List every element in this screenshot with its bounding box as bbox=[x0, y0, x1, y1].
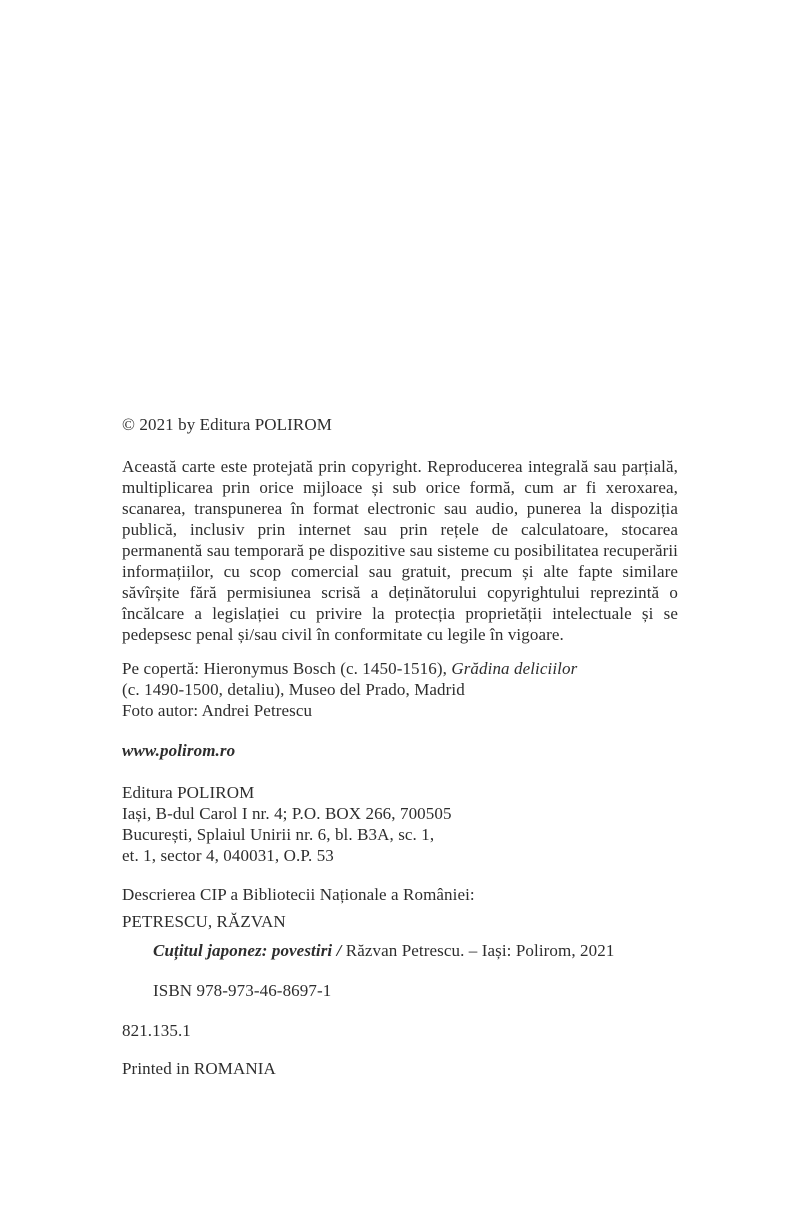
legal-paragraph: Această carte este protejată prin copyright. Reproducerea integrală sau parțială, multiplicarea prin orice mijloace și sub orice formă, cum ar fi xeroxarea, scanarea, transpunerea în format electronic sau audio, punerea la dispoziția publică, inclusiv prin internet sau prin rețele de calculatoare, stocarea permanentă sau temporară pe dispozitive sau sisteme cu posibilitatea recuperării informațiilor, cu scop comercial sau gratuit, precum și alte fapte similare săvîrșite fără permisiunea scrisă a deținătorului copyrightului reprezintă o încălcare a legislației cu privire la protecția proprietății intelectuale și se pedepsesc penal și/sau civil în conformitate cu legile în vigoare. bbox=[122, 457, 678, 644]
publisher-name: Editura POLIROM bbox=[122, 783, 255, 802]
publisher-website: www.polirom.ro bbox=[122, 741, 236, 760]
publisher-address-block bbox=[122, 782, 678, 866]
printed-in: Printed in ROMANIA bbox=[122, 1059, 276, 1078]
copyright-notice: © 2021 by Editura POLIROM bbox=[122, 415, 332, 434]
cip-title-line bbox=[122, 940, 678, 961]
cip-heading: Descrierea CIP a Bibliotecii Naționale a României: bbox=[122, 885, 475, 904]
publisher-address-line: București, Splaiul Unirii nr. 6, bl. B3A, sc. 1, bbox=[122, 825, 435, 844]
cip-author: PETRESCU, RĂZVAN bbox=[122, 912, 286, 931]
artwork-title: Grădina deliciilor bbox=[451, 659, 578, 678]
cover-credit-prefix: Pe copertă: Hieronymus Bosch (c. 1450-1516), bbox=[122, 659, 452, 678]
photo-credit: Foto autor: Andrei Petrescu bbox=[122, 701, 313, 720]
isbn: ISBN 978-973-46-8697-1 bbox=[153, 981, 332, 1000]
udc-number: 821.135.1 bbox=[122, 1021, 191, 1040]
book-title: Cuțitul japonez: povestiri / bbox=[153, 941, 346, 960]
cover-credit bbox=[122, 658, 678, 700]
publisher-address-line: et. 1, sector 4, 040031, O.P. 53 bbox=[122, 846, 334, 865]
cover-credit-suffix: (c. 1490-1500, detaliu), Museo del Prado, Madrid bbox=[122, 680, 465, 699]
cip-title-rest: Răzvan Petrescu. – Iași: Polirom, 2021 bbox=[345, 941, 615, 960]
publisher-address-line: Iași, B-dul Carol I nr. 4; P.O. BOX 266, 700505 bbox=[122, 804, 452, 823]
